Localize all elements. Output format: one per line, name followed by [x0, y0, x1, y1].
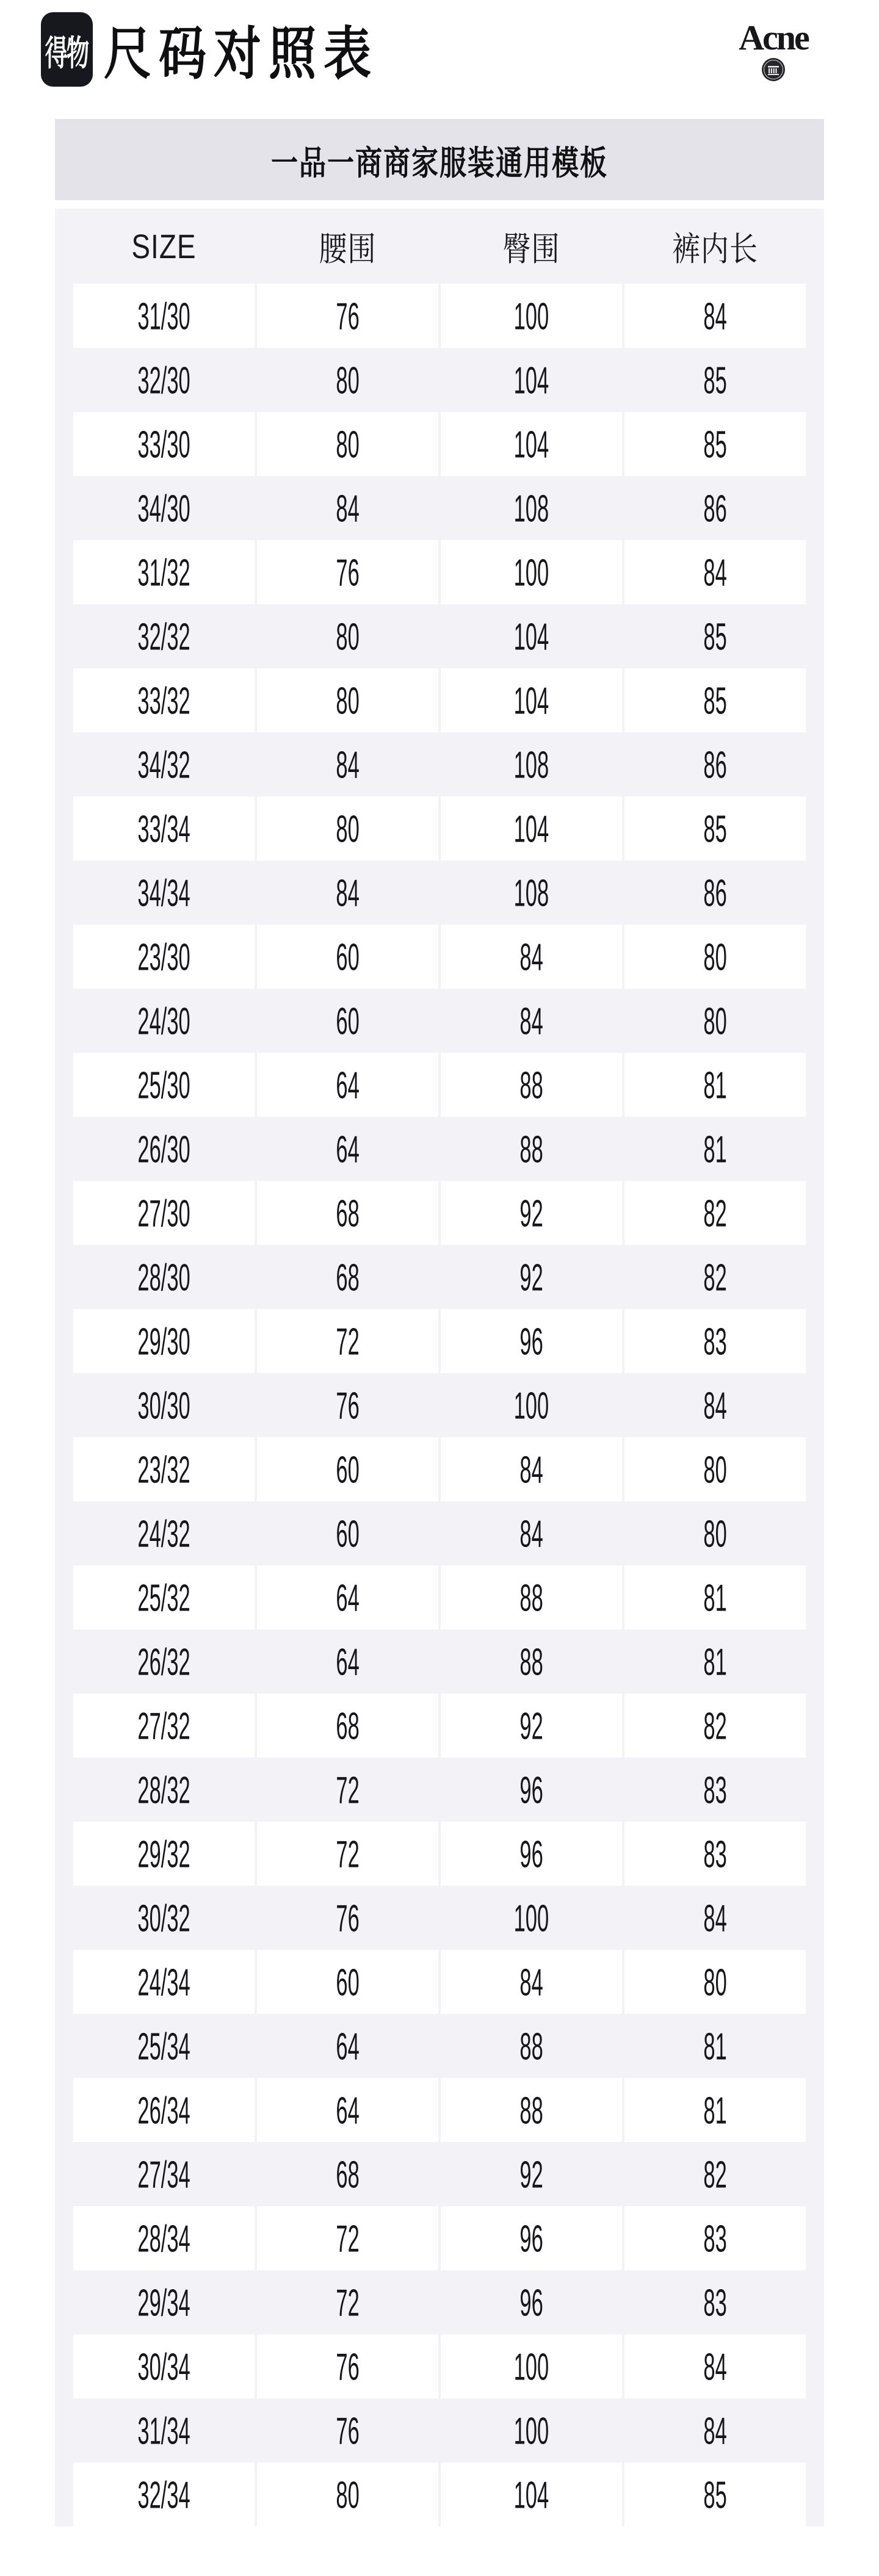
table-row	[73, 604, 806, 668]
table-cell: 85	[703, 615, 727, 658]
table-cell: 92	[519, 1255, 543, 1299]
table-cell: 96	[441, 1309, 622, 1373]
table-row	[73, 1117, 806, 1181]
table-cell: 24/34	[73, 1950, 255, 2014]
table-cell: 80	[703, 1512, 727, 1555]
size-table	[55, 209, 824, 2527]
table-cell: 108	[513, 486, 549, 530]
table-row	[73, 1053, 806, 1117]
table-cell: 80	[257, 2462, 438, 2527]
size-table-body	[73, 284, 806, 2527]
table-row	[73, 1822, 806, 1886]
table-row	[73, 2398, 806, 2462]
table-cell: 76	[336, 1384, 360, 1427]
table-cell: 104	[513, 358, 549, 402]
table-cell: 100	[513, 1896, 549, 1939]
table-cell: 25/30	[73, 1053, 255, 1117]
table-row	[73, 412, 806, 476]
table-cell: 80	[257, 412, 438, 476]
table-cell: 81	[624, 1565, 806, 1629]
table-cell: 84	[703, 2409, 727, 2452]
table-cell: 81	[624, 1053, 806, 1117]
table-row	[73, 1886, 806, 1950]
table-cell: 100	[441, 540, 622, 604]
dewu-logo	[41, 12, 93, 87]
table-cell: 28/32	[137, 1768, 190, 1811]
table-cell: 84	[624, 540, 806, 604]
table-cell: 26/34	[73, 2078, 255, 2142]
table-row	[73, 1245, 806, 1309]
table-cell: 84	[624, 284, 806, 348]
table-cell: 86	[703, 743, 727, 786]
table-cell: 64	[336, 1640, 360, 1683]
table-cell: 26/30	[137, 1127, 190, 1171]
table-cell: 81	[703, 1640, 727, 1683]
table-cell: 85	[624, 796, 806, 860]
table-cell: 85	[703, 358, 727, 402]
table-cell: 30/34	[73, 2334, 255, 2398]
table-cell: 76	[257, 540, 438, 604]
table-cell: 31/34	[137, 2409, 190, 2452]
table-row	[73, 1309, 806, 1373]
table-cell: 88	[441, 2078, 622, 2142]
table-cell: 76	[257, 2334, 438, 2398]
table-cell: 85	[624, 2462, 806, 2527]
table-cell: 72	[336, 2281, 360, 2324]
table-cell: 68	[336, 2152, 360, 2196]
table-cell: 81	[703, 2024, 727, 2068]
table-cell: 83	[624, 1309, 806, 1373]
table-row	[73, 2078, 806, 2142]
table-cell: 60	[336, 999, 360, 1042]
table-cell: 80	[257, 796, 438, 860]
table-cell: 72	[336, 1768, 360, 1811]
table-cell: 85	[624, 412, 806, 476]
table-cell: 86	[703, 871, 727, 914]
table-cell: 108	[513, 871, 549, 914]
table-cell: 81	[703, 1127, 727, 1171]
table-row	[73, 348, 806, 412]
table-cell: 33/32	[73, 668, 255, 732]
column-header-hip: 臀围	[502, 229, 560, 268]
table-cell: 96	[441, 2206, 622, 2270]
table-cell: 31/32	[73, 540, 255, 604]
table-row	[73, 1373, 806, 1437]
table-cell: 72	[257, 2206, 438, 2270]
table-cell: 80	[336, 615, 360, 658]
table-cell: 96	[441, 1822, 622, 1886]
table-cell: 84	[624, 2334, 806, 2398]
table-cell: 29/32	[73, 1822, 255, 1886]
table-cell: 82	[703, 1255, 727, 1299]
table-cell: 64	[336, 2024, 360, 2068]
table-cell: 84	[336, 486, 360, 530]
table-cell: 96	[519, 2281, 543, 2324]
table-cell: 104	[441, 412, 622, 476]
table-cell: 24/30	[137, 999, 190, 1042]
table-row	[73, 2014, 806, 2078]
table-cell: 28/34	[73, 2206, 255, 2270]
table-cell: 60	[257, 925, 438, 989]
table-row	[73, 540, 806, 604]
table-cell: 32/32	[137, 615, 190, 658]
table-cell: 30/30	[137, 1384, 190, 1427]
table-cell: 88	[441, 1053, 622, 1117]
table-cell: 80	[624, 1950, 806, 2014]
table-cell: 26/32	[137, 1640, 190, 1683]
table-cell: 60	[336, 1512, 360, 1555]
acne-logo	[709, 20, 837, 85]
table-cell: 27/32	[73, 1694, 255, 1758]
size-table-header	[73, 209, 806, 284]
table-cell: 68	[257, 1181, 438, 1245]
table-cell: 84	[703, 1896, 727, 1939]
table-row	[73, 925, 806, 989]
table-cell: 100	[441, 2334, 622, 2398]
table-cell: 76	[336, 1896, 360, 1939]
table-row	[73, 1629, 806, 1694]
table-cell: 104	[513, 615, 549, 658]
table-cell: 23/30	[73, 925, 255, 989]
table-cell: 82	[624, 1181, 806, 1245]
table-cell: 84	[441, 1950, 622, 2014]
table-cell: 25/34	[137, 2024, 190, 2068]
table-cell: 82	[703, 2152, 727, 2196]
table-cell: 72	[257, 1309, 438, 1373]
table-cell: 64	[257, 2078, 438, 2142]
table-cell: 88	[519, 2024, 543, 2068]
table-row	[73, 1694, 806, 1758]
table-row	[73, 2270, 806, 2334]
table-cell: 80	[624, 925, 806, 989]
table-row	[73, 732, 806, 796]
table-cell: 83	[703, 2281, 727, 2324]
table-row	[73, 989, 806, 1053]
table-cell: 34/32	[137, 743, 190, 786]
table-cell: 84	[519, 1512, 543, 1555]
table-cell: 28/30	[137, 1255, 190, 1299]
table-cell: 80	[624, 1437, 806, 1501]
table-cell: 27/30	[73, 1181, 255, 1245]
table-cell: 88	[441, 1565, 622, 1629]
table-cell: 34/34	[137, 871, 190, 914]
table-cell: 30/32	[137, 1896, 190, 1939]
table-cell: 100	[513, 2409, 549, 2452]
dewu-logo-text: 得物	[45, 34, 89, 73]
table-cell: 84	[336, 743, 360, 786]
table-row	[73, 2206, 806, 2270]
table-cell: 32/34	[73, 2462, 255, 2527]
page-header	[41, 12, 838, 87]
table-cell: 108	[513, 743, 549, 786]
table-cell: 92	[441, 1181, 622, 1245]
column-header-waist: 腰围	[319, 229, 377, 268]
table-row	[73, 284, 806, 348]
table-row	[73, 1565, 806, 1629]
table-row	[73, 1181, 806, 1245]
table-cell: 104	[441, 796, 622, 860]
table-row	[73, 860, 806, 925]
table-cell: 64	[336, 1127, 360, 1171]
table-cell: 64	[257, 1053, 438, 1117]
table-cell: 29/30	[73, 1309, 255, 1373]
table-cell: 84	[441, 925, 622, 989]
page-title: 尺码对照表	[104, 21, 379, 86]
table-cell: 92	[441, 1694, 622, 1758]
template-banner-text: 一品一商商家服装通用模板	[271, 144, 608, 182]
table-row	[73, 1950, 806, 2014]
table-cell: 100	[441, 284, 622, 348]
table-cell: 86	[703, 486, 727, 530]
acne-wordmark: Acne	[739, 18, 808, 57]
acne-seal-icon	[761, 57, 786, 82]
table-row	[73, 796, 806, 860]
table-cell: 23/32	[73, 1437, 255, 1501]
table-cell: 80	[703, 999, 727, 1042]
table-cell: 96	[519, 1768, 543, 1811]
table-cell: 83	[624, 1822, 806, 1886]
table-cell: 80	[257, 668, 438, 732]
table-cell: 84	[703, 1384, 727, 1427]
table-cell: 33/30	[73, 412, 255, 476]
table-row	[73, 2462, 806, 2527]
table-cell: 72	[257, 1822, 438, 1886]
table-cell: 32/30	[137, 358, 190, 402]
table-cell: 68	[257, 1694, 438, 1758]
table-cell: 84	[336, 871, 360, 914]
table-row	[73, 476, 806, 540]
table-cell: 81	[624, 2078, 806, 2142]
table-row	[73, 668, 806, 732]
table-cell: 68	[336, 1255, 360, 1299]
table-cell: 92	[519, 2152, 543, 2196]
table-cell: 83	[703, 1768, 727, 1811]
table-cell: 88	[519, 1127, 543, 1171]
table-cell: 83	[624, 2206, 806, 2270]
table-cell: 33/34	[73, 796, 255, 860]
table-cell: 29/34	[137, 2281, 190, 2324]
table-cell: 104	[441, 2462, 622, 2527]
table-cell: 60	[257, 1950, 438, 2014]
table-cell: 76	[336, 2409, 360, 2452]
column-header-size: SIZE	[131, 227, 197, 265]
table-cell: 100	[513, 1384, 549, 1427]
table-cell: 80	[336, 358, 360, 402]
table-cell: 88	[519, 1640, 543, 1683]
table-row	[73, 2334, 806, 2398]
column-header-inseam: 裤内长	[672, 229, 758, 268]
table-row	[73, 2142, 806, 2206]
table-cell: 82	[624, 1694, 806, 1758]
table-row	[73, 1758, 806, 1822]
table-cell: 84	[519, 999, 543, 1042]
table-cell: 84	[441, 1437, 622, 1501]
table-cell: 27/34	[137, 2152, 190, 2196]
table-cell: 64	[257, 1565, 438, 1629]
template-banner	[55, 119, 824, 200]
table-row	[73, 1501, 806, 1565]
table-cell: 60	[257, 1437, 438, 1501]
table-cell: 85	[624, 668, 806, 732]
table-cell: 104	[441, 668, 622, 732]
table-cell: 34/30	[137, 486, 190, 530]
table-cell: 25/32	[73, 1565, 255, 1629]
table-cell: 76	[257, 284, 438, 348]
table-cell: 24/32	[137, 1512, 190, 1555]
table-row	[73, 1437, 806, 1501]
table-cell: 31/30	[73, 284, 255, 348]
